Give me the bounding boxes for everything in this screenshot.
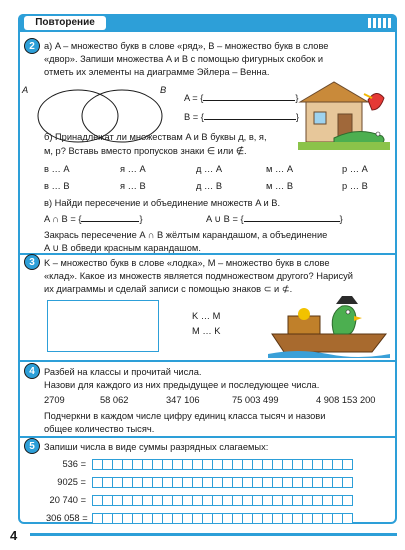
membership-a-3[interactable]: д … A (196, 164, 223, 174)
task-number-2: 2 (24, 38, 40, 54)
house-crocodile-illustration (295, 80, 390, 152)
membership-b-5[interactable]: р … B (342, 181, 368, 191)
answer-grid-4[interactable] (92, 513, 352, 524)
divider-2-3 (18, 253, 397, 255)
venn-label-a: A (22, 85, 29, 95)
task2-line1: а) A – множество букв в слове «ряд», B – множество букв в слове (44, 41, 329, 51)
task4-line2: Назови для каждого из них предыдущее и последующее числа. (44, 380, 320, 390)
union-row (206, 212, 343, 225)
intersection-blank[interactable] (81, 212, 139, 222)
membership-a-1[interactable]: в … A (44, 164, 70, 174)
membership-b-4[interactable]: м … B (266, 181, 294, 191)
grid-cell[interactable] (342, 513, 353, 524)
union-blank[interactable] (244, 212, 340, 222)
set-b-label: B = { (184, 112, 204, 122)
task2-line3: отметь их элементы на диаграмме Эйлера – Венна. (44, 67, 270, 77)
set-a-label: A = { (184, 93, 204, 103)
number-5: 4 908 153 200 (316, 395, 376, 405)
membership-a-4[interactable]: м … A (266, 164, 294, 174)
section-title: Повторение (24, 16, 106, 30)
pirate-boat-illustration (268, 294, 390, 358)
task2v-line: в) Найди пересечение и объединение множеств A и B. (44, 198, 281, 208)
task-number-4: 4 (24, 363, 40, 379)
task5-line1: Запиши числа в виде суммы разрядных слагаемых: (44, 442, 269, 452)
number-3: 347 106 (166, 395, 200, 405)
set-b-blank[interactable] (204, 110, 296, 120)
set-a-blank[interactable] (203, 91, 295, 101)
diagram-drawing-area[interactable] (47, 300, 159, 352)
task2b-line1: б) Принадлежат ли множествам A и B буквы д, в, я, (44, 132, 267, 142)
header-stripes (368, 18, 391, 28)
grid-cell[interactable] (342, 495, 353, 506)
grid-cell[interactable] (342, 477, 353, 488)
bottom-bar (30, 533, 397, 536)
union-label: A ∪ B = { (206, 214, 244, 224)
task-number-3: 3 (24, 254, 40, 270)
venn-label-b: B (160, 85, 167, 95)
intersection-close: } (139, 214, 143, 224)
subset-km[interactable]: K … M (192, 311, 221, 321)
answer-grid-1[interactable] (92, 459, 352, 470)
task3-line2: «клад». Какое из множеств является подмножеством другого? Нарисуй (44, 271, 353, 281)
grid-cell[interactable] (342, 459, 353, 470)
set-a-close: } (295, 93, 299, 103)
membership-b-1[interactable]: в … B (44, 181, 70, 191)
expansion-label-4: 306 058 = (46, 513, 88, 523)
membership-a-2[interactable]: я … A (120, 164, 146, 174)
set-b-row (184, 110, 299, 123)
task-number-5: 5 (24, 438, 40, 454)
number-4: 75 003 499 (232, 395, 279, 405)
task2-color-line2: A ∪ B обведи красным карандашом. (44, 243, 201, 253)
intersection-row (44, 212, 143, 225)
intersection-label: A ∩ B = { (44, 214, 82, 224)
task4-line1: Разбей на классы и прочитай числа. (44, 367, 202, 377)
task4-line4: общее количество тысяч. (44, 424, 155, 434)
number-1: 2709 (44, 395, 65, 405)
task2-color-line1: Закрась пересечение A ∩ B жёлтым карандашом, а объединение (44, 230, 328, 240)
answer-grid-3[interactable] (92, 495, 352, 506)
membership-a-5[interactable]: р … A (342, 164, 368, 174)
task3-line3: их диаграммы и сделай записи с помощью знаков ⊂ и ⊄. (44, 284, 293, 294)
expansion-label-3: 20 740 = (49, 495, 86, 505)
expansion-label-1: 536 = (62, 459, 86, 469)
expansion-label-2: 9025 = (57, 477, 86, 487)
set-a-row (184, 91, 299, 104)
page-number: 4 (10, 528, 18, 543)
number-2: 58 062 (100, 395, 129, 405)
answer-grid-2[interactable] (92, 477, 352, 488)
task3-line1: K – множество букв в слове «лодка», M – множество букв в слове (44, 258, 330, 268)
membership-b-2[interactable]: я … B (120, 181, 146, 191)
union-close: } (339, 214, 343, 224)
divider-3-4 (18, 360, 397, 362)
membership-b-3[interactable]: д … B (196, 181, 223, 191)
task4-line3: Подчеркни в каждом числе цифру единиц класса тысяч и назови (44, 411, 326, 421)
subset-mk[interactable]: M … K (192, 326, 221, 336)
task2-line2: «двор». Запиши множества A и B с помощью фигурных скобок и (44, 54, 324, 64)
task2b-line2: м, р? Вставь вместо пропусков знаки ∈ или ∉. (44, 146, 247, 156)
set-b-close: } (295, 112, 300, 122)
divider-4-5 (18, 436, 397, 438)
